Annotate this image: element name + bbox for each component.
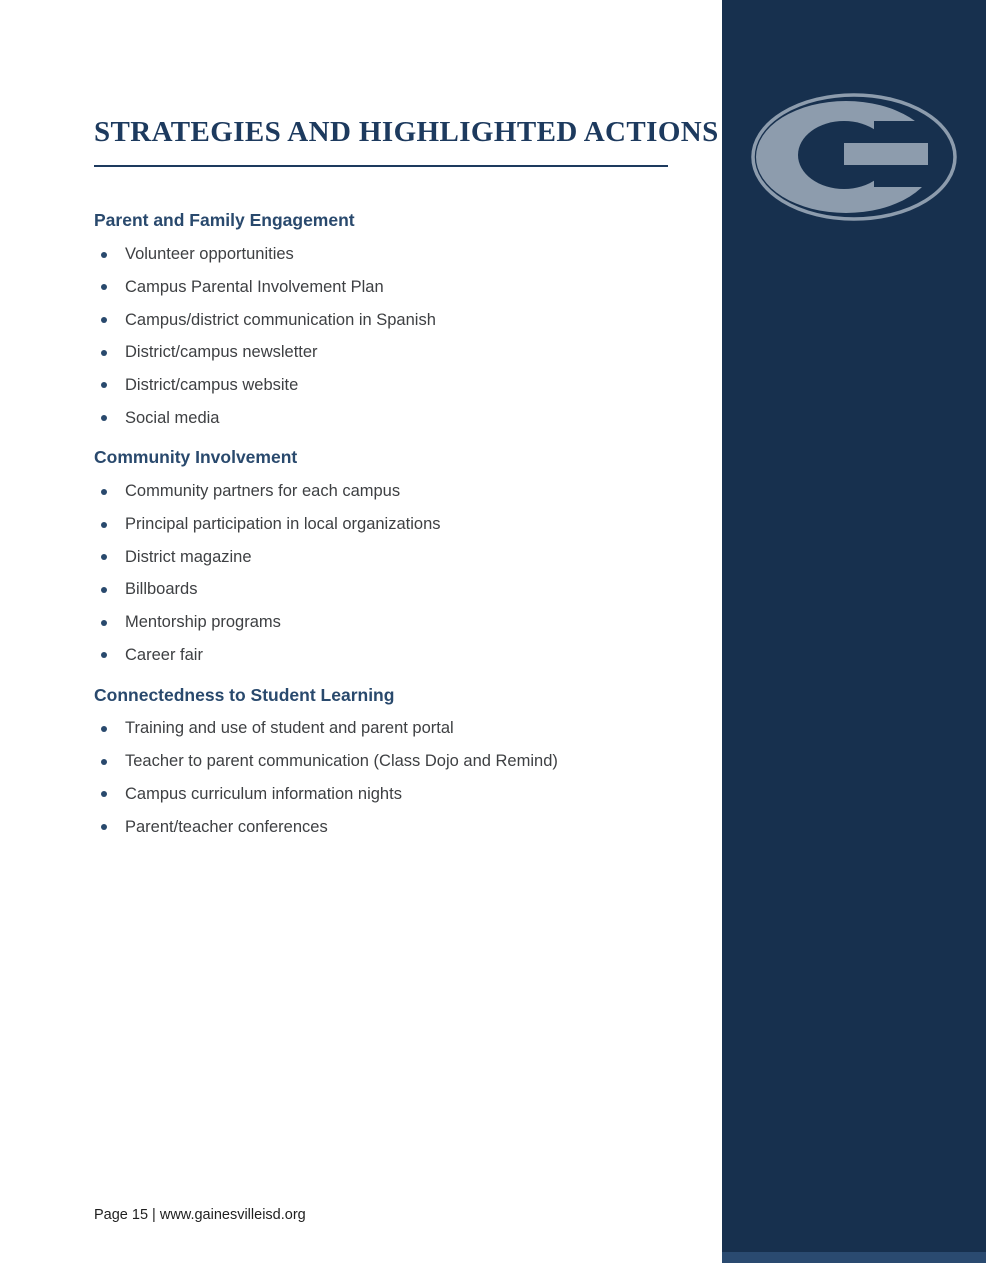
page-footer: Page 15 | www.gainesvilleisd.org — [94, 1207, 306, 1223]
list-item — [94, 745, 668, 778]
main-content — [94, 0, 719, 843]
list-item-text: Billboards — [125, 580, 198, 599]
bullet-icon — [101, 382, 107, 388]
list-item — [94, 508, 668, 541]
list-item — [94, 369, 668, 402]
list-item — [94, 271, 668, 304]
bullet-list — [94, 475, 668, 671]
bullet-icon — [101, 522, 107, 528]
section-heading: Community Involvement — [94, 447, 298, 468]
bullet-icon — [101, 652, 107, 658]
list-item — [94, 713, 668, 746]
list-item-text: Volunteer opportunities — [125, 245, 294, 264]
list-item — [94, 336, 668, 369]
list-item-text: Community partners for each campus — [125, 482, 401, 501]
section-heading: Parent and Family Engagement — [94, 210, 355, 231]
page-title: STRATEGIES AND HIGHLIGHTED ACTIONS — [94, 116, 719, 148]
list-item — [94, 606, 668, 639]
bullet-icon — [101, 791, 107, 797]
list-item-text: Teacher to parent communication (Class Dojo and Remind) — [125, 752, 558, 771]
sidebar — [722, 0, 986, 1263]
list-item-text: Parent/teacher conferences — [125, 817, 328, 836]
list-item-text: Principal participation in local organizations — [125, 515, 441, 533]
list-item — [94, 639, 668, 672]
sidebar-bottom-accent — [722, 1252, 986, 1263]
list-item — [94, 574, 668, 607]
logo-g-upper-slot — [874, 121, 932, 143]
bullet-icon — [101, 415, 107, 421]
bullet-icon — [101, 620, 107, 626]
district-logo — [748, 91, 960, 223]
bullet-icon — [101, 489, 107, 495]
section-heading: Connectedness to Student Learning — [94, 684, 395, 705]
list-item — [94, 402, 668, 435]
logo-g-crossbar — [844, 143, 928, 165]
list-item-text: Training and use of student and parent portal — [125, 719, 454, 738]
bullet-icon — [101, 350, 107, 356]
bullet-icon — [101, 317, 107, 323]
list-item — [94, 475, 668, 508]
bullet-icon — [101, 252, 107, 258]
list-item-text: District/campus website — [125, 375, 299, 394]
gainesville-g-logo-icon — [748, 91, 960, 223]
list-item-text: Career fair — [125, 645, 203, 664]
list-item — [94, 238, 668, 271]
list-item-text: Social media — [125, 408, 220, 427]
list-item-text: Campus curriculum information nights — [125, 784, 402, 803]
logo-g-lower-slot — [874, 165, 932, 187]
list-item — [94, 778, 668, 811]
bullet-list — [94, 238, 668, 434]
bullet-icon — [101, 726, 107, 732]
list-item-text: District magazine — [125, 547, 252, 566]
section-connectedness-student-learning — [94, 672, 668, 844]
bullet-icon — [101, 284, 107, 290]
list-item-text: Campus Parental Involvement Plan — [125, 277, 384, 296]
list-item — [94, 304, 668, 337]
bullet-icon — [101, 554, 107, 560]
bullet-icon — [101, 759, 107, 765]
section-community-involvement — [94, 434, 668, 671]
bullet-icon — [101, 587, 107, 593]
list-item-text: District/campus newsletter — [125, 343, 318, 362]
list-item — [94, 541, 668, 574]
bullet-icon — [101, 824, 107, 830]
bullet-list — [94, 713, 668, 844]
list-item — [94, 811, 668, 844]
section-parent-family-engagement — [94, 167, 668, 434]
list-item-text: Campus/district communication in Spanish — [125, 310, 436, 329]
list-item-text: Mentorship programs — [125, 613, 281, 632]
